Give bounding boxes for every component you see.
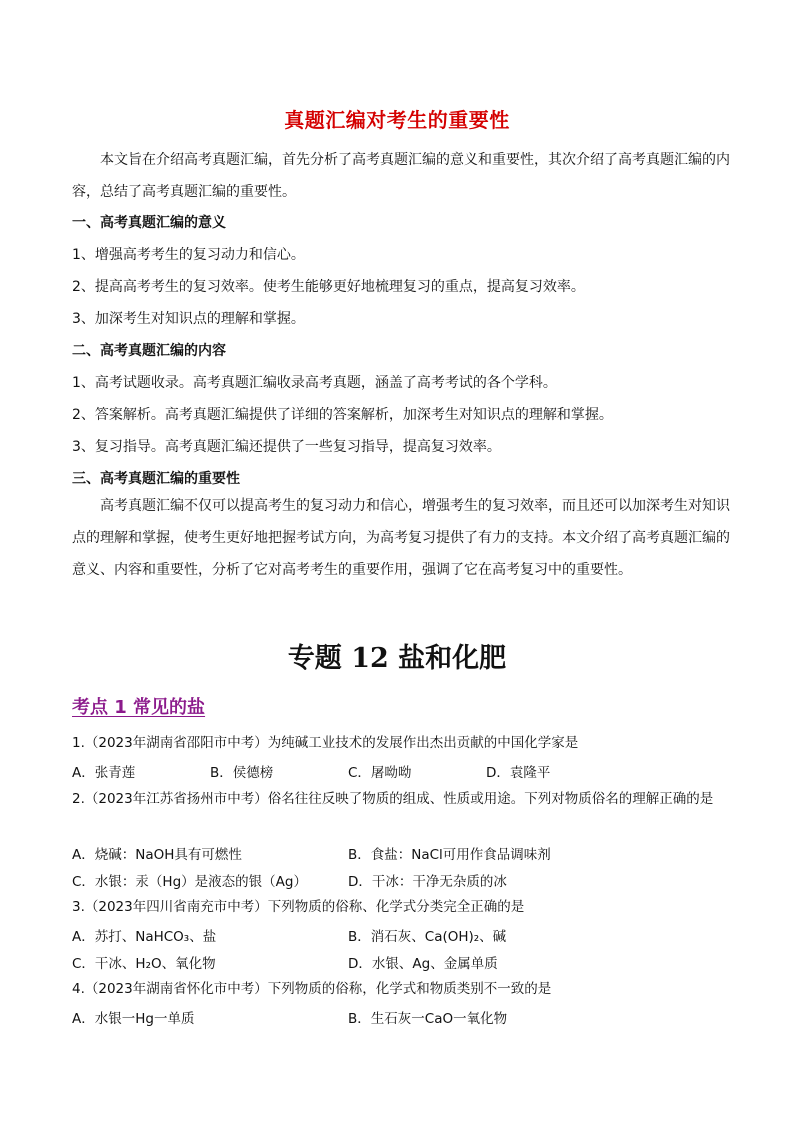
question-2-option-d: D．干冰：干净无杂质的冰 (348, 874, 507, 890)
section-2-item-2: 2、答案解析。高考真题汇编提供了详细的答案解析，加深考生对知识点的理解和掌握。 (72, 407, 613, 423)
page-title: 真题汇编对考生的重要性 (284, 108, 510, 132)
question-3-option-a: A．苏打、NaHCO₃、盐 (72, 929, 217, 945)
section-1-item-1: 1、增强高考考生的复习动力和信心。 (72, 247, 305, 263)
section-heading-1: 一、高考真题汇编的意义 (72, 215, 226, 231)
question-2-option-b: B．食盐：NaCl可用作食品调味剂 (348, 847, 551, 863)
section-1-item-2: 2、提高高考考生的复习效率。使考生能够更好地梳理复习的重点，提高复习效率。 (72, 279, 585, 295)
kaodian-heading: 考点 1 常见的盐 (72, 697, 206, 718)
question-1-option-b: B．侯德榜 (210, 765, 274, 781)
section-2-item-3: 3、复习指导。高考真题汇编还提供了一些复习指导，提高复习效率。 (72, 439, 501, 455)
question-1-option-c: C．屠呦呦 (348, 765, 412, 781)
question-2-option-a: A．烧碱：NaOH具有可燃性 (72, 847, 242, 863)
question-3-option-b: B．消石灰、Ca(OH)₂、碱 (348, 929, 507, 945)
conclusion-paragraph: 高考真题汇编不仅可以提高考生的复习动力和信心，增强考生的复习效率，而且还可以加深考生对知识点的理解和掌握，使考生更好地把握考试方向，为高考复习提供了有力的支持。本文介绍了高考真题汇编的意义、内容和重要性，分析了它对高考考生的重要作用，强调了它在高考复习中的重要性。 (72, 498, 730, 578)
question-1-option-d: D．袁隆平 (486, 765, 551, 781)
question-4-option-a: A．水银一Hg一单质 (72, 1011, 195, 1027)
question-3-stem: 3.（2023年四川省南充市中考）下列物质的俗称、化学式分类完全正确的是 (72, 899, 525, 915)
question-3-option-c: C．干冰、H₂O、氧化物 (72, 956, 216, 972)
question-4-option-b: B．生石灰一CaO一氧化物 (348, 1011, 508, 1027)
question-1-stem: 1.（2023年湖南省邵阳市中考）为纯碱工业技术的发展作出杰出贡献的中国化学家是 (72, 735, 579, 751)
question-2-option-c: C．水银：汞（Hg）是液态的银（Ag） (72, 874, 307, 890)
topic-title: 专题 12 盐和化肥 (287, 643, 507, 674)
question-2-stem: 2.（2023年江苏省扬州市中考）俗名往往反映了物质的组成、性质或用途。下列对物质俗名的理解正确的是 (72, 791, 714, 807)
section-2-item-1: 1、高考试题收录。高考真题汇编收录高考真题，涵盖了高考考试的各个学科。 (72, 375, 557, 391)
question-4-stem: 4.（2023年湖南省怀化市中考）下列物质的俗称，化学式和物质类别不一致的是 (72, 981, 552, 997)
section-heading-2: 二、高考真题汇编的内容 (72, 343, 226, 359)
section-heading-3: 三、高考真题汇编的重要性 (72, 471, 240, 487)
question-1-option-a: A．张青莲 (72, 765, 136, 781)
section-1-item-3: 3、加深考生对知识点的理解和掌握。 (72, 311, 305, 327)
intro-paragraph: 本文旨在介绍高考真题汇编，首先分析了高考真题汇编的意义和重要性，其次介绍了高考真题汇编的内容，总结了高考真题汇编的重要性。 (72, 152, 730, 200)
question-3-option-d: D．水银、Ag、金属单质 (348, 956, 498, 972)
